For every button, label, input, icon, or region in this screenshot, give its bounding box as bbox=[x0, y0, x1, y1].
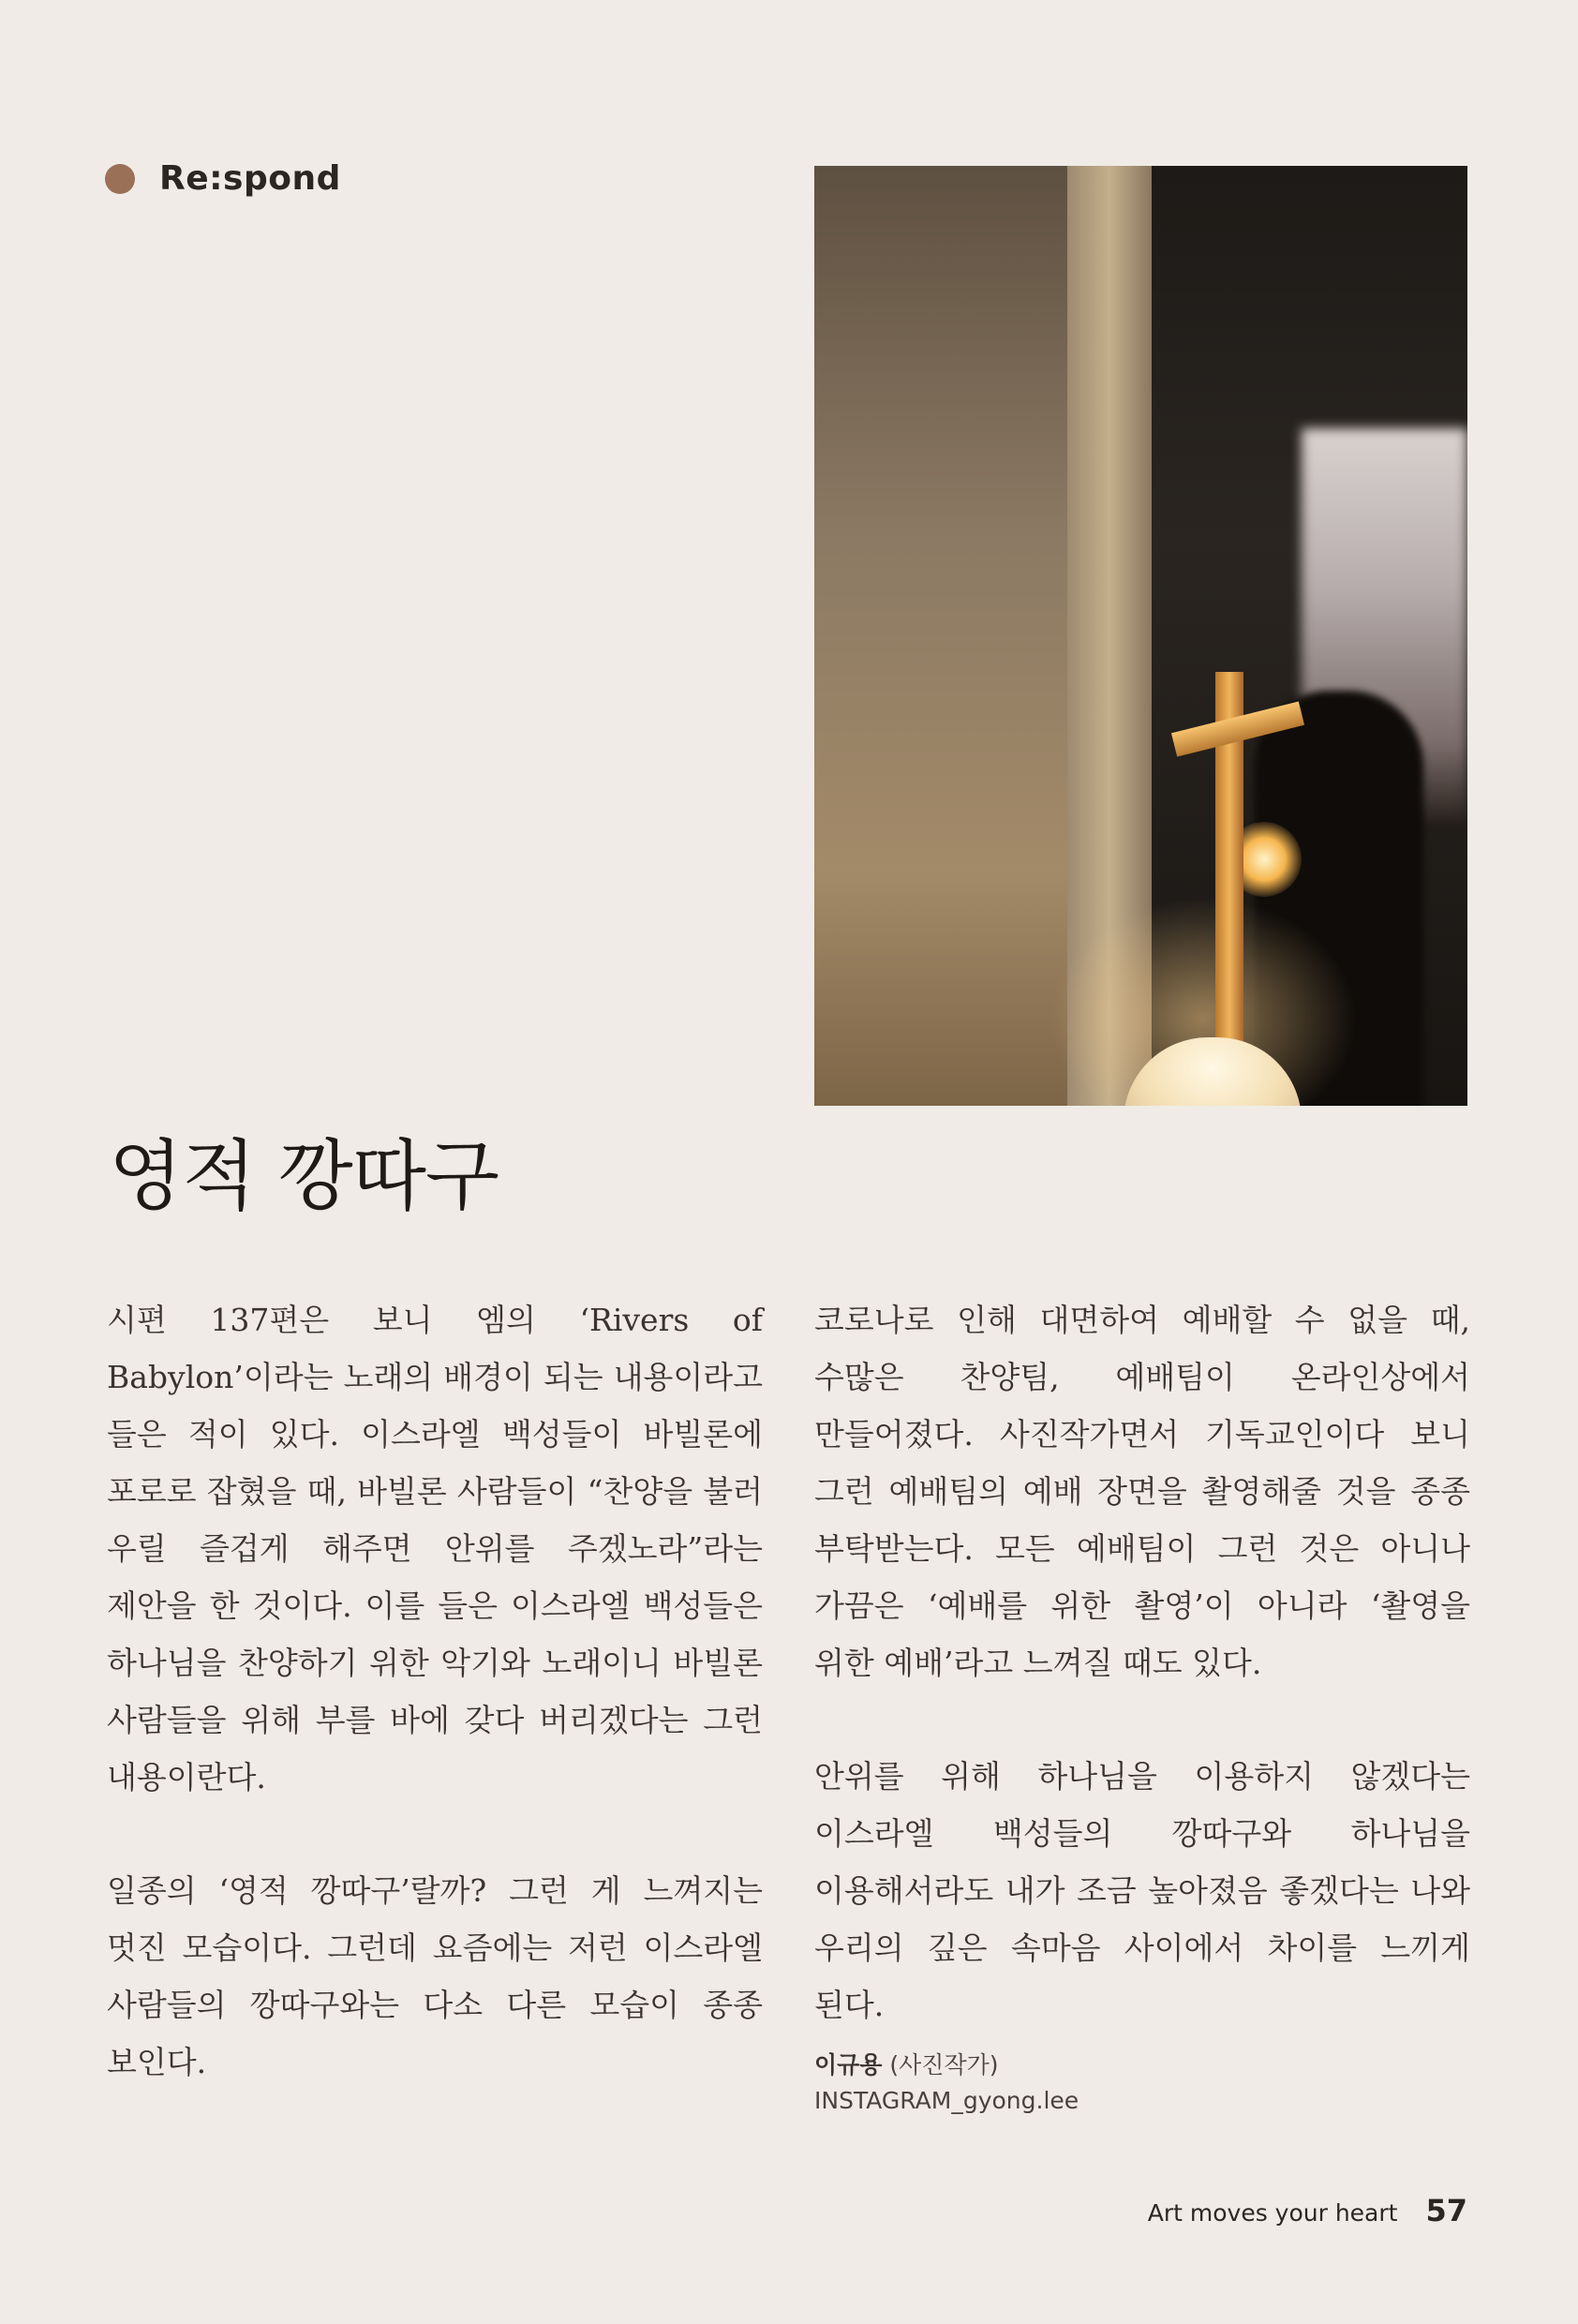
article-column-right bbox=[814, 1291, 1470, 2090]
paragraph: 일종의 ‘영적 깡따구’랄까? 그런 게 느껴지는 멋진 모습이다. 그런데 요즘에는 저런 이스라엘 사람들의 깡따구와는 다소 다른 모습이 종종 보인다. bbox=[107, 1872, 763, 2080]
paragraph: 코로나로 인해 대면하여 예배할 수 없을 때, 수많은 찬양팀, 예배팀이 온라인상에서 만들어졌다. 사진작가면서 기독교인이다 보니 그런 예배팀의 예배 장면을 촬영해줄 것을 종종 부탁받는다. 모든 예배팀이 그런 것은 아니나 가끔은 ‘예배를 위한 촬영’이 아니라 ‘촬영을 위한 예배’라고 느껴질 때도 있다. bbox=[814, 1302, 1470, 1681]
section-dot-icon bbox=[105, 164, 135, 194]
page-number: 57 bbox=[1425, 2193, 1467, 2228]
author-instagram: INSTAGRAM_gyong.lee bbox=[814, 2087, 1079, 2114]
article-photo bbox=[814, 166, 1467, 1106]
section-label: Re:spond bbox=[159, 159, 341, 198]
author-credit bbox=[814, 2048, 1079, 2120]
section-tag bbox=[105, 159, 341, 198]
author-name: 이규용 bbox=[814, 2051, 883, 2078]
page-footer bbox=[1148, 2193, 1467, 2228]
paragraph: 안위를 위해 하나님을 이용하지 않겠다는 이스라엘 백성들의 깡따구와 하나님을 이용해서라도 내가 조금 높아졌음 좋겠다는 나와 우리의 깊은 속마음 사이에서 차이를 느끼게 된다. bbox=[814, 1758, 1470, 2023]
footer-tagline: Art moves your heart bbox=[1147, 2199, 1398, 2227]
article-column-left bbox=[107, 1291, 763, 2147]
paragraph: 시편 137편은 보니 엠의 ‘Rivers of Babylon’이라는 노래의 배경이 되는 내용이라고 들은 적이 있다. 이스라엘 백성들이 바빌론에 포로로 잡혔을 때, 바빌론 사람들이 “찬양을 불러 우릴 즐겁게 해주면 안위를 주겠노라”라는 제안을 한 것이다. 이를 들은 이스라엘 백성들은 하나님을 찬양하기 위한 악기와 노래이니 바빌론 사람들을 위해 부를 바에 갖다 버리겠다는 그런 내용이란다. bbox=[107, 1302, 763, 1795]
article-title: 영적 깡따구 bbox=[109, 1132, 499, 1221]
author-role: (사진작가) bbox=[889, 2051, 999, 2078]
